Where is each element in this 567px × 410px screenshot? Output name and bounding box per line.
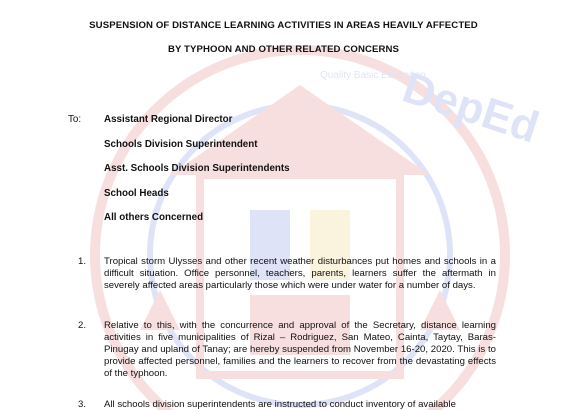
recipient-list <box>104 114 290 237</box>
paragraph-text: All schools division superintendents are instructed to conduct inventory of available <box>104 399 456 410</box>
numbered-paragraph <box>78 320 496 380</box>
document-title-line-1: SUSPENSION OF DISTANCE LEARNING ACTIVITIES IN AREAS HEAVILY AFFECTED <box>89 20 478 31</box>
recipient-item: Assistant Regional Director <box>104 114 233 125</box>
watermark-tagline: Quality Basic Education <box>320 70 426 81</box>
document-title-line-2: BY TYPHOON AND OTHER RELATED CONCERNS <box>167 44 400 55</box>
paragraph-number: 1. <box>78 256 87 267</box>
paragraph-number: 2. <box>78 320 87 331</box>
watermark-logo-letters: DepEd <box>396 62 545 153</box>
recipient-item: School Heads <box>104 187 169 199</box>
paragraph-number: 3. <box>78 399 87 410</box>
numbered-paragraph <box>78 256 496 292</box>
recipient-item: Schools Division Superintendent <box>104 138 258 150</box>
paragraph-text: Relative to this, with the concurrence and approval of the Secretary, distance learning activities in five municipalities of Rizal – Rodriguez, San Mateo, Cainta, Taytay, Baras-Pinugay and upland of Tanay; are hereby suspended from November 16-20, 2020. This is to provide affected personnel, families and the learners to recover from the devastating effects of the typhoon. <box>104 320 496 380</box>
recipient-item: All others Concerned <box>104 212 204 223</box>
to-label: To: <box>68 114 82 125</box>
paragraph-text: Tropical storm Ulysses and other recent weather disturbances put homes and schools in a difficult situation. Office personnel, teachers, parents, learners suffer the aftermath in severely affected areas particularly those which were under water for a number of days. <box>104 256 496 292</box>
recipient-item: Asst. Schools Division Superintendents <box>104 163 290 174</box>
numbered-paragraph <box>78 399 496 410</box>
